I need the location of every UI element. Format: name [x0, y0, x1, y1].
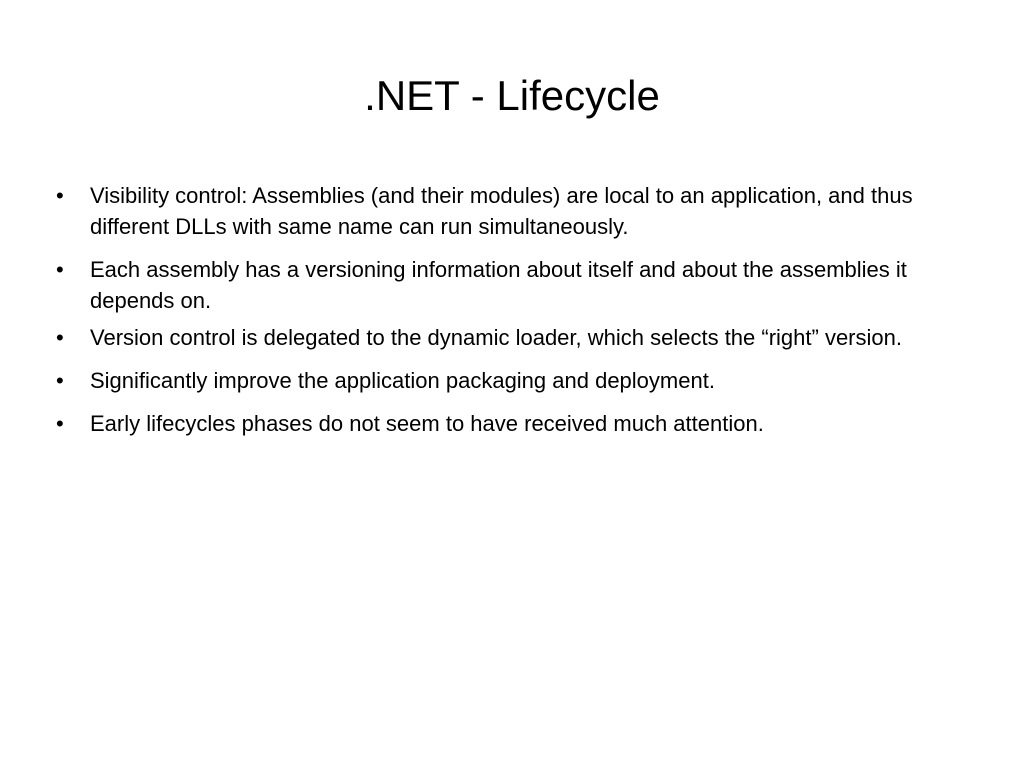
bullet-item-versioning [50, 254, 970, 316]
bullet-text: Early lifecycles phases do not seem to have received much attention. [90, 411, 764, 436]
bullet-text: Significantly improve the application packaging and deployment. [90, 368, 715, 393]
bullet-icon: • [56, 368, 64, 393]
bullet-icon: • [56, 183, 64, 208]
bullet-item-visibility [50, 180, 970, 242]
bullet-text: Version control is delegated to the dynamic loader, which selects the “right” version. [90, 325, 902, 350]
bullet-icon: • [56, 411, 64, 436]
bullet-text: Visibility control: Assemblies (and their modules) are local to an application, and thus different DLLs with same name can run simultaneously. [90, 183, 913, 239]
bullet-icon: • [56, 325, 64, 350]
bullet-item-version-control [50, 322, 970, 353]
bullet-text: Each assembly has a versioning information about itself and about the assemblies it depends on. [90, 257, 907, 313]
slide-title: .NET - Lifecycle [364, 72, 660, 119]
bullet-item-early-phases [50, 408, 970, 439]
bullet-icon: • [56, 257, 64, 282]
bullet-item-packaging [50, 365, 970, 396]
bullet-list [50, 180, 970, 451]
